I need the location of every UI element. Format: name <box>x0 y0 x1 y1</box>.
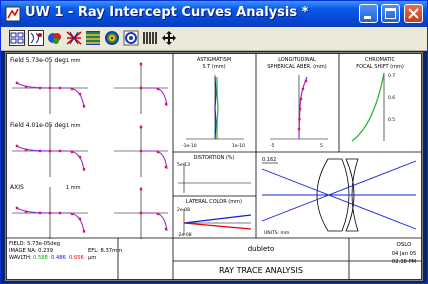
minimize-button[interactable] <box>359 4 378 23</box>
fan-t-marker <box>79 156 81 158</box>
fan-t-marker <box>49 212 51 214</box>
fan-s-marker <box>140 126 142 128</box>
chrom-tick-2: 0.6 <box>388 96 396 101</box>
psf-icon[interactable] <box>104 30 120 46</box>
sph-marker <box>298 118 300 120</box>
fan-s-marker <box>140 188 142 190</box>
fan-t-marker <box>83 105 85 107</box>
minimize-icon <box>360 5 377 22</box>
wavefront-icon[interactable] <box>28 30 44 46</box>
fan-t-marker <box>39 150 41 152</box>
chrom-tick-3: 0.5 <box>388 118 396 123</box>
lens-scale: 0.162 <box>262 157 277 163</box>
footer-time: 02:38 PM <box>391 259 417 265</box>
footer-analysis: RAY TRACE ANALYSIS <box>219 266 303 275</box>
ray-trace-analysis-plot <box>6 53 422 280</box>
fan-t-marker <box>39 87 41 89</box>
mtf-icon[interactable] <box>123 30 139 46</box>
maximize-button[interactable] <box>381 4 400 23</box>
fan-t-marker <box>25 149 27 151</box>
astig-subtitle: S T (mm) <box>202 64 226 70</box>
fan-s-marker <box>140 63 142 65</box>
close-icon <box>405 5 422 22</box>
chrom-title-1: CHROMATIC <box>364 57 396 63</box>
footer-wavelength-2: 0.486 <box>51 255 66 261</box>
fan-s-marker <box>157 213 159 215</box>
fan-t-marker <box>16 207 18 209</box>
fan-t-marker <box>59 212 61 214</box>
close-button[interactable] <box>404 4 423 23</box>
oslo-app-icon[interactable] <box>5 6 21 22</box>
footer-field: FIELD: 5.73e-05deg <box>9 241 61 247</box>
fan-row-label-2: Field 4.01e-05 deg <box>10 122 66 129</box>
fan-t-marker <box>71 213 73 215</box>
fan-scale-1: 1 mm <box>66 58 81 64</box>
fan-t-marker <box>71 88 73 90</box>
interferogram-icon[interactable] <box>85 30 101 46</box>
latcol-tick-bottom: -2e-08 <box>177 233 192 238</box>
fan-s-marker <box>165 103 167 105</box>
window-title: UW 1 - Ray Intercept Curves Analysis * <box>25 5 309 20</box>
fan-s-marker <box>140 87 142 89</box>
fan-s-marker <box>140 150 142 152</box>
maximize-icon <box>382 5 399 22</box>
fan-s-marker <box>140 212 142 214</box>
astig-xmax: 1e-10 <box>232 144 245 149</box>
fan-t-marker <box>49 150 51 152</box>
fan-t-marker <box>25 211 27 213</box>
fan-t-marker <box>71 151 73 153</box>
footer-image-na: IMAGE NA: 0.239 <box>9 248 53 254</box>
fan-s-marker <box>157 88 159 90</box>
fan-t-marker <box>59 87 61 89</box>
fan-row-label-1: Field 5.73e-05 deg <box>10 57 66 64</box>
fan-s-marker <box>165 166 167 168</box>
fan-t-marker <box>25 86 27 88</box>
fan-t-marker <box>83 230 85 232</box>
footer-wavlth-unit: µm <box>88 255 97 261</box>
dist-title: DISTORTION (%) <box>193 155 235 161</box>
dist-tick: 5e-13 <box>177 163 190 168</box>
sph-xmin: -5 <box>270 144 275 149</box>
chrom-tick-1: 0.7 <box>388 74 396 79</box>
toolbar <box>1 27 427 51</box>
fan-t-marker <box>49 87 51 89</box>
fan-t-marker <box>79 93 81 95</box>
move-icon[interactable] <box>161 30 177 46</box>
fan-t-marker <box>83 168 85 170</box>
spot-diagram-icon[interactable] <box>47 30 63 46</box>
sph-marker <box>305 80 307 82</box>
footer-date: 04 Jan 05 <box>391 251 417 257</box>
fan-t-marker <box>16 82 18 84</box>
latcol-tick-top: 2e-08 <box>177 208 190 213</box>
lens-units: UNITS: mm <box>264 231 290 236</box>
latcol-title: LATERAL COLOR (mm) <box>186 199 242 205</box>
sph-title-1: LONGITUDINAL <box>278 57 316 63</box>
fan-scale-3: 1 mm <box>66 185 81 191</box>
sph-title-2: SPHERICAL ABER. (mm) <box>267 64 327 70</box>
footer-wavelength-1: 0.588 <box>33 255 48 261</box>
barcode-icon[interactable] <box>142 30 158 46</box>
fan-t-marker <box>59 150 61 152</box>
sph-marker <box>298 128 300 130</box>
footer-wavlth-label: WAVLTH: <box>9 255 32 261</box>
chrom-title-2: FOCAL SHIFT (mm) <box>356 64 404 70</box>
analysis-canvas <box>5 52 423 281</box>
fan-scale-2: 1 mm <box>66 123 81 129</box>
footer-lens-name: dubleto <box>247 245 275 253</box>
fan-t-marker <box>39 212 41 214</box>
sph-xmax: 5 <box>320 144 323 149</box>
footer-efl: EFL: 8.37mm <box>88 248 123 254</box>
astig-title: ASTIGMATISM <box>196 57 232 63</box>
sph-marker <box>300 98 302 100</box>
sph-marker <box>299 108 301 110</box>
fan-t-marker <box>79 218 81 220</box>
fan-t-marker <box>16 145 18 147</box>
fan-s-marker <box>157 151 159 153</box>
ray-intercept-icon[interactable] <box>9 30 25 46</box>
fan-row-label-3: AXIS <box>10 184 24 191</box>
title-bar[interactable] <box>1 1 427 27</box>
footer-wavelength-3: 0.656 <box>69 255 84 261</box>
footer-program: OSLO <box>396 242 412 248</box>
fan-s-marker <box>165 228 167 230</box>
sph-marker <box>302 88 304 90</box>
astig-xmin: -1e-10 <box>182 144 197 149</box>
rim-ray-icon[interactable] <box>66 30 82 46</box>
